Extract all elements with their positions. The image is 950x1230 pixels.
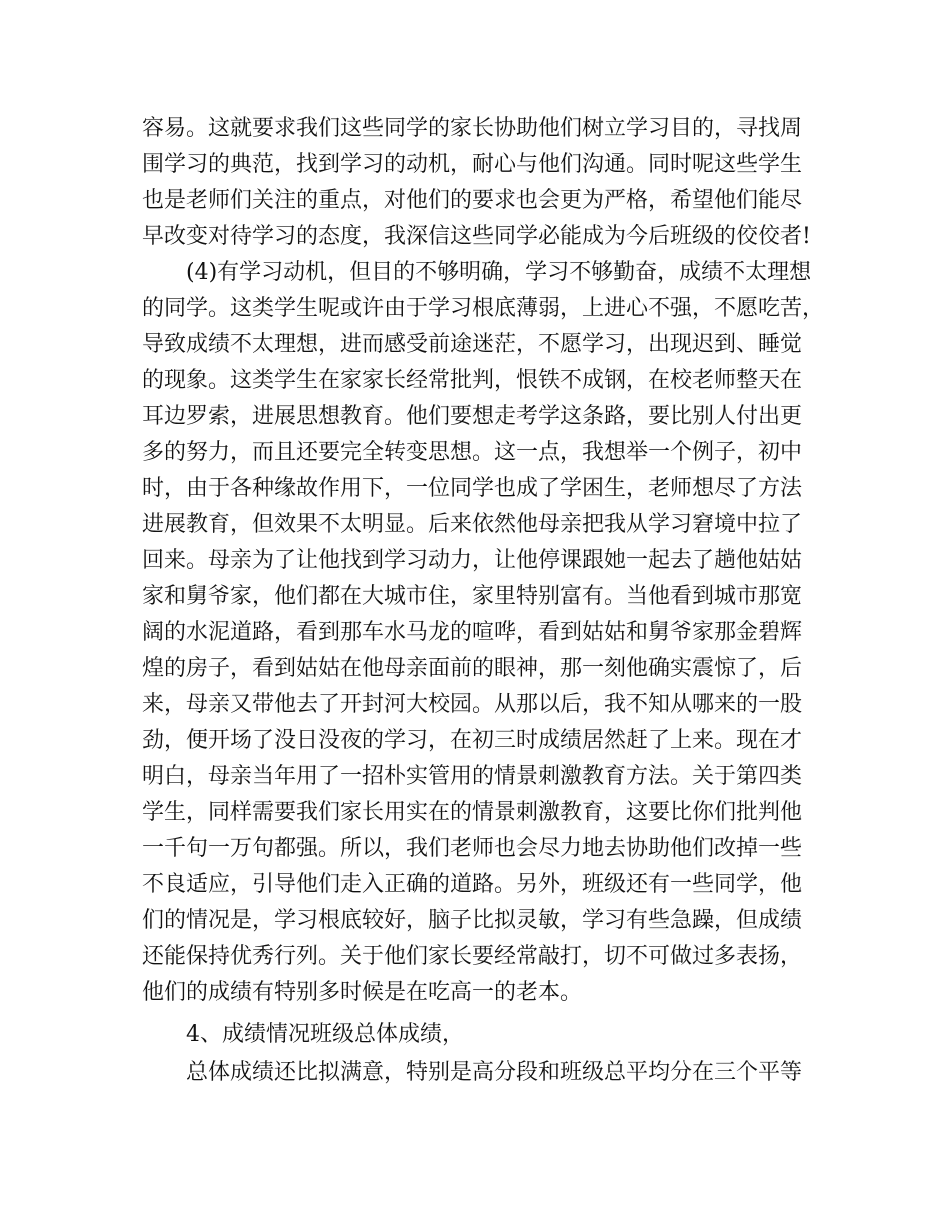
paragraph-line: 一千句一万句都强。所以，我们老师也会尽力地去协助他们改掉一些 [142, 836, 803, 861]
paragraph-line: 劲，便开场了没日没夜的学习，在初三时成绩居然赶了上来。现在才 [142, 728, 803, 753]
paragraph-line: 的现象。这类学生在家家长经常批判，恨铁不成钢，在校老师整天在 [142, 368, 803, 393]
paragraph-line: 多的努力，而且还要完全转变思想。这一点，我想举一个例子，初中 [142, 440, 803, 465]
paragraph-line: 不良适应，引导他们走入正确的道路。另外，班级还有一些同学，他 [142, 872, 803, 897]
paragraph-line: 阔的水泥道路，看到那车水马龙的喧哗，看到姑姑和舅爷家那金碧辉 [142, 620, 803, 645]
paragraph-line: 也是老师们关注的重点，对他们的要求也会更为严格，希望他们能尽 [142, 188, 803, 213]
paragraph-line: 明白，母亲当年用了一招朴实管用的情景刺激教育方法。关于第四类 [142, 764, 803, 789]
paragraph-line: 围学习的典范，找到学习的动机，耐心与他们沟通。同时呢这些学生 [142, 152, 803, 177]
paragraph-line: 导致成绩不太理想，进而感受前途迷茫，不愿学习，出现迟到、睡觉 [142, 332, 803, 357]
paragraph-line: 还能保持优秀行列。关于他们家长要经常敲打，切不可做过多表扬， [142, 944, 803, 969]
paragraph-line: 进展教育，但效果不太明显。后来依然他母亲把我从学习窘境中拉了 [142, 512, 803, 537]
paragraph-line: 家和舅爷家，他们都在大城市住，家里特别富有。当他看到城市那宽 [142, 584, 803, 609]
paragraph-line: 他们的成绩有特别多时候是在吃高一的老本。 [142, 980, 583, 1005]
paragraph-line: 回来。母亲为了让他找到学习动力，让他停课跟她一起去了趟他姑姑 [142, 548, 803, 573]
paragraph-line: 早改变对待学习的态度，我深信这些同学必能成为今后班级的佼佼者! [142, 224, 811, 249]
paragraph-line: 的同学。这类学生呢或许由于学习根底薄弱，上进心不强，不愿吃苦， [142, 296, 825, 321]
paragraph-line: 学生，同样需要我们家长用实在的情景刺激教育，这要比你们批判他 [142, 800, 803, 825]
paragraph-line: (4)有学习动机，但目的不够明确，学习不够勤奋，成绩不太理想 [186, 260, 812, 285]
paragraph-line: 总体成绩还比拟满意，特别是高分段和班级总平均分在三个平等 [186, 1060, 803, 1085]
paragraph-line: 时，由于各种缘故作用下，一位同学也成了学困生，老师想尽了方法 [142, 476, 803, 501]
section-heading: 4、成绩情况班级总体成绩， [186, 1022, 464, 1047]
paragraph-line: 容易。这就要求我们这些同学的家长协助他们树立学习目的，寻找周 [142, 116, 803, 141]
paragraph-line: 耳边罗索，进展思想教育。他们要想走考学这条路，要比别人付出更 [142, 404, 803, 429]
paragraph-line: 们的情况是，学习根底较好，脑子比拟灵敏，学习有些急躁，但成绩 [142, 908, 803, 933]
paragraph-line: 煌的房子，看到姑姑在他母亲面前的眼神，那一刻他确实震惊了，后 [142, 656, 803, 681]
paragraph-line: 来，母亲又带他去了开封河大校园。从那以后，我不知从哪来的一股 [142, 692, 803, 717]
